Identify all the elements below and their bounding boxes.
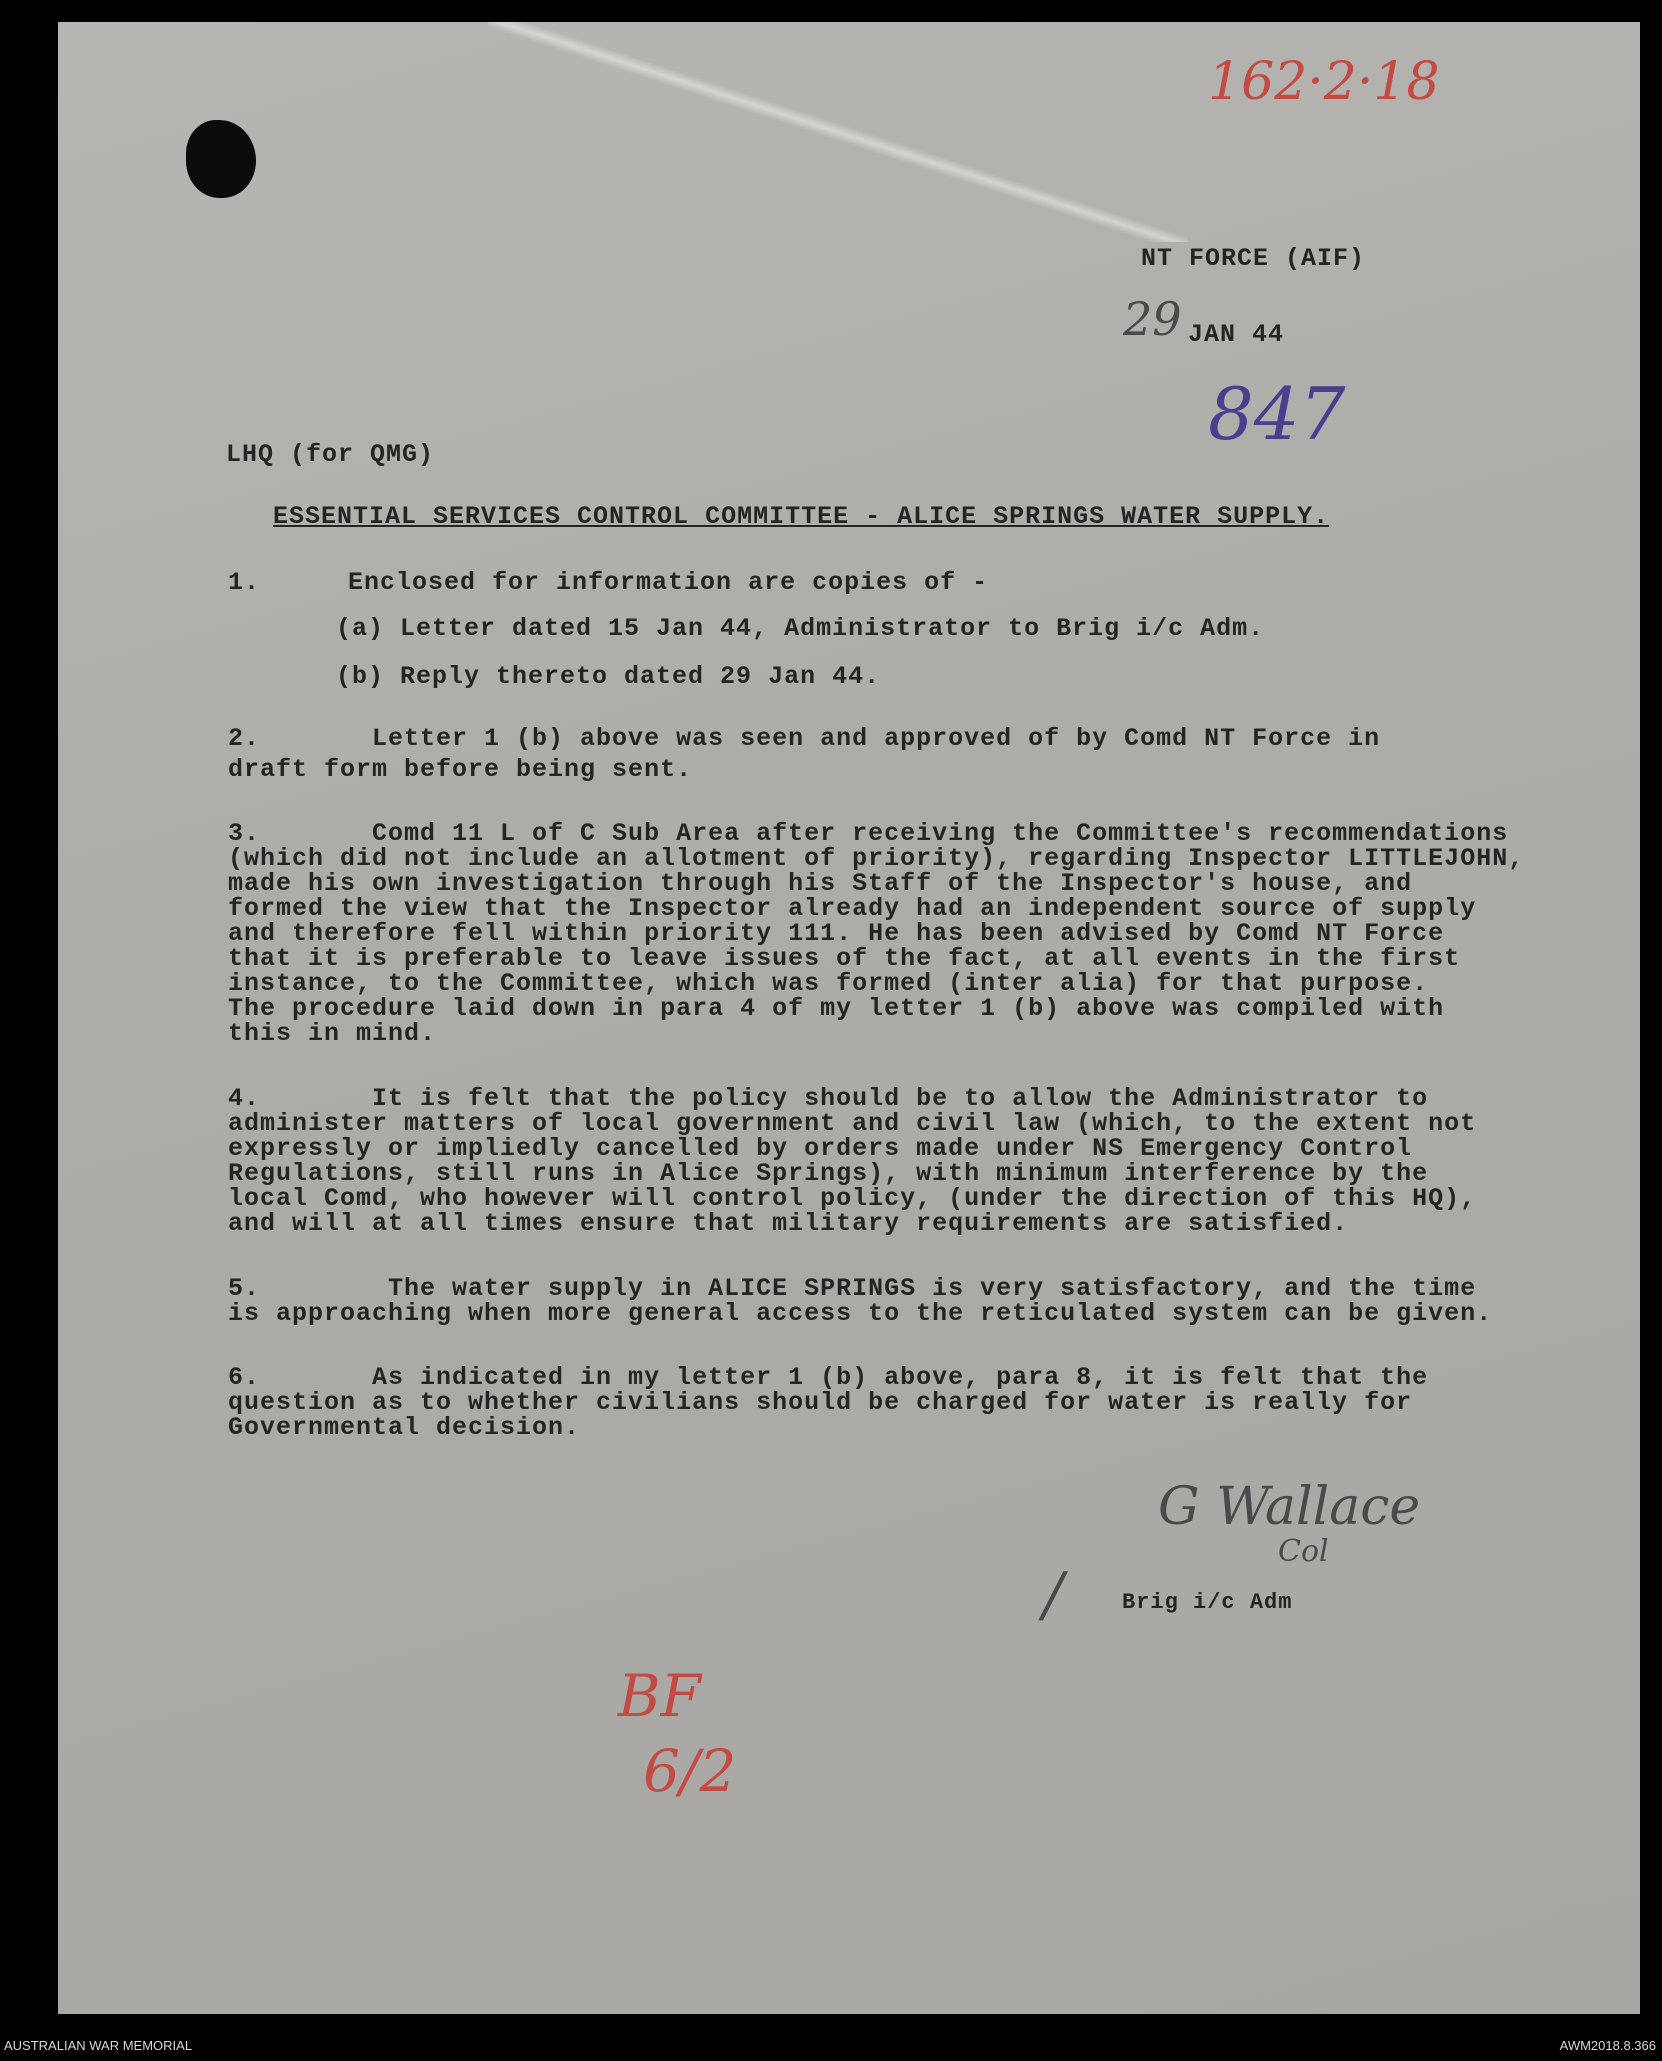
para-line: instance, to the Committee, which was formed (inter alia) for that purpose. (228, 969, 1429, 998)
document-page (58, 22, 1640, 2014)
para-1-text: Enclosed for information are copies of - (348, 568, 989, 597)
para-1a: (a) Letter dated 15 Jan 44, Administrator to Brig i/c Adm. (336, 614, 1265, 643)
para-line: 5. The water supply in ALICE SPRINGS is very satisfactory, and the time (228, 1274, 1477, 1303)
file-number-annotation: 847 (1208, 372, 1346, 456)
signature: G Wallace (1158, 1477, 1421, 1537)
para-line: (which did not include an allotment of priority), regarding Inspector LITTLEJOHN, (228, 844, 1525, 873)
para-line: draft form before being sent. (228, 755, 693, 784)
para-line: 2. Letter 1 (b) above was seen and approved of by Comd NT Force in (228, 724, 1381, 753)
date-handwritten: 29 (1123, 292, 1182, 346)
para-line: 4. It is felt that the policy should be to allow the Administrator to (228, 1084, 1429, 1113)
para-line: administer matters of local government and civil law (which, to the extent not (228, 1109, 1477, 1138)
bf-date: 6/2 (643, 1737, 737, 1805)
addressee: LHQ (for QMG) (226, 440, 435, 469)
para-line: and will at all times ensure that military requirements are satisfied. (228, 1209, 1349, 1238)
para-line: 3. Comd 11 L of C Sub Area after receiving the Committee's recommendations (228, 819, 1509, 848)
para-line: formed the view that the Inspector already had an independent source of supply (228, 894, 1477, 923)
para-line: 6. As indicated in my letter 1 (b) above, para 8, it is felt that the (228, 1363, 1429, 1392)
para-line: and therefore fell within priority 111. He has been advised by Comd NT Force (228, 919, 1445, 948)
punch-hole (186, 120, 256, 198)
signature-rank: Col (1278, 1534, 1329, 1569)
para-line: made his own investigation through his Staff of the Inspector's house, and (228, 869, 1413, 898)
ref-number-annotation: 162·2·18 (1208, 52, 1440, 112)
header-origin: NT FORCE (AIF) (1141, 244, 1366, 273)
paper-fold (488, 22, 1188, 242)
para-line: this in mind. (228, 1019, 437, 1048)
footer-id: AWM2018.8.366 (1559, 2038, 1656, 2053)
subject-line: ESSENTIAL SERVICES CONTROL COMMITTEE - ALICE SPRINGS WATER SUPPLY. (273, 502, 1330, 531)
header-date: JAN 44 (1188, 320, 1285, 349)
footer-source: AUSTRALIAN WAR MEMORIAL (4, 2038, 193, 2053)
para-line: Governmental decision. (228, 1413, 581, 1442)
para-1b: (b) Reply thereto dated 29 Jan 44. (336, 662, 881, 691)
para-line: Regulations, still runs in Alice Springs), with minimum interference by the (228, 1159, 1429, 1188)
para-1-number: 1. (228, 568, 261, 597)
para-line: that it is preferable to leave issues of the fact, at all events in the first (228, 944, 1461, 973)
para-line: expressly or impliedly cancelled by orders made under NS Emergency Control (228, 1134, 1413, 1163)
para-line: question as to whether civilians should be charged for water is really for (228, 1388, 1413, 1417)
para-line: is approaching when more general access to the reticulated system can be given. (228, 1299, 1493, 1328)
bf-mark: BF (618, 1662, 701, 1730)
signoff: Brig i/c Adm (1122, 1590, 1293, 1615)
para-line: The procedure laid down in para 4 of my letter 1 (b) above was compiled with (228, 994, 1445, 1023)
pencil-mark: / (1043, 1560, 1064, 1630)
para-line: local Comd, who however will control policy, (under the direction of this HQ), (228, 1184, 1477, 1213)
